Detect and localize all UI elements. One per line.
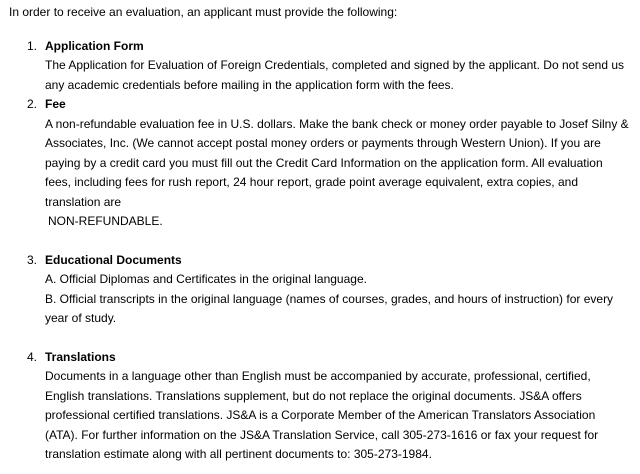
item-paragraph: A. Official Diplomas and Certificates in the original language. bbox=[45, 272, 367, 286]
item-title: Translations bbox=[45, 349, 116, 364]
requirement-educational-documents bbox=[9, 251, 640, 329]
item-body bbox=[45, 367, 630, 465]
item-paragraph: The Application for Evaluation of Foreign Credentials, completed and signed by the applicant. Do not send us any academic credentials before mailing in the application form with the fees. bbox=[45, 58, 625, 92]
item-number: 3. bbox=[27, 252, 38, 267]
non-refundable-notice: NON-REFUNDABLE. bbox=[48, 214, 163, 228]
item-paragraph: Documents in a language other than English must be accompanied by accurate, professional, certified, English translations. Translations supplement, but do not replace the original documents. JS&A offers professional certified translations. JS&A is a Corporate Member of the American Translators Association (ATA). For further information on the JS&A Translation Service, call 305-273-1616 or fax your request for translation estimate along with all pertinent documents to: 305-273-1984. bbox=[45, 369, 599, 461]
requirements-list bbox=[9, 37, 640, 465]
item-paragraph: A non-refundable evaluation fee in U.S. dollars. Make the bank check or money order payable to Josef Silny & Associates, Inc. (We cannot accept postal money orders or payments through Western Union). If you are paying by a credit card you must fill out the Credit Card Information on the application form. All evaluation fees, including fees for rush report, 24 hour report, grade point average equivalent, extra copies, and translation are bbox=[45, 116, 629, 209]
item-title: Application Form bbox=[45, 38, 144, 53]
requirement-application-form bbox=[9, 37, 640, 96]
requirement-fee bbox=[9, 95, 640, 232]
spacer bbox=[9, 232, 640, 251]
item-number: 1. bbox=[27, 38, 38, 53]
intro-text: In order to receive an evaluation, an applicant must provide the following: bbox=[9, 5, 398, 19]
item-number: 2. bbox=[27, 97, 38, 111]
item-body bbox=[45, 56, 630, 95]
item-number: 4. bbox=[27, 349, 38, 364]
item-body bbox=[45, 115, 630, 232]
item-body bbox=[45, 270, 630, 329]
item-paragraph: B. Official transcripts in the original language (names of courses, grades, and hours of instruction) for every year of study. bbox=[45, 291, 614, 325]
item-title: Educational Documents bbox=[45, 252, 182, 267]
spacer bbox=[9, 329, 640, 348]
requirement-translations bbox=[9, 348, 640, 465]
item-title: Fee bbox=[45, 97, 66, 111]
